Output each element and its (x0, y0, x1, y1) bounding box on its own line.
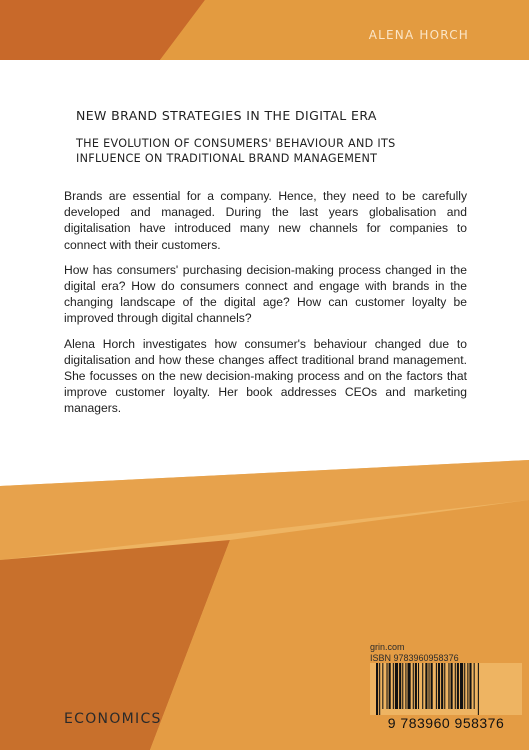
barcode-bar (467, 663, 468, 709)
barcode-bar (408, 663, 411, 709)
barcode-bar (387, 663, 388, 709)
barcode-bar (469, 663, 471, 709)
barcode-bar (444, 663, 445, 709)
subtitle-line: THE EVOLUTION OF CONSUMERS' BEHAVIOUR AND ITS (76, 137, 396, 150)
barcode-bar (457, 663, 459, 709)
category-label: ECONOMICS (64, 711, 162, 727)
barcode-bar (399, 663, 401, 709)
barcode-bar (422, 663, 423, 709)
barcode-bar (438, 663, 440, 709)
barcode-bar (455, 663, 456, 709)
barcode-bar (413, 663, 414, 709)
book-subtitle (76, 136, 476, 166)
publisher-site: grin.com (370, 642, 405, 652)
top-band-light-shape (160, 0, 529, 60)
barcode-bar (393, 663, 394, 709)
isbn-number: ISBN 9783960958376 (370, 653, 459, 663)
subtitle-line: INFLUENCE ON TRADITIONAL BRAND MANAGEMENT (76, 152, 378, 165)
barcode-bar (415, 663, 417, 709)
blurb-text (64, 188, 467, 426)
barcode-bar (389, 663, 391, 709)
blurb-paragraph: How has consumers' purchasing decision-making process changed in the digital era? How do consumers connect and engage with brands in the changing landscape of the digital age? How can customer loyalty be improved through digital channels? (64, 262, 467, 326)
barcode-bar (376, 663, 378, 715)
barcode-bar (448, 663, 449, 709)
barcode-bar (395, 663, 398, 709)
barcode-bar (402, 663, 403, 709)
barcode-bar (441, 663, 443, 709)
barcode-bar (405, 663, 406, 709)
barcode-bar (460, 663, 463, 709)
barcode-bar (451, 663, 453, 709)
blurb-paragraph: Alena Horch investigates how consumer's behaviour changed due to digitalisation and how these changes affect traditional brand management. She focusses on the new decision-making process and on the factors that improve customer loyalty. Her book addresses CEOs and marketing managers. (64, 336, 467, 416)
barcode-bar (382, 663, 383, 709)
author-name: ALENA HORCH (368, 28, 469, 42)
barcode-bar (474, 663, 475, 709)
blurb-paragraph: Brands are essential for a company. Hence, they need to be carefully developed and managed. During the last years globalisation and digitalisation have introduced many new channels for companies to connect with their customers. (64, 189, 467, 252)
barcode-bar (429, 663, 430, 709)
publisher-info (370, 642, 510, 664)
barcode-bar (464, 663, 465, 709)
barcode-bar (425, 663, 427, 709)
barcode-bar (436, 663, 437, 709)
barcode-bar (478, 663, 479, 715)
book-title: NEW BRAND STRATEGIES IN THE DIGITAL ERA (76, 108, 377, 123)
barcode-bar (379, 663, 380, 715)
barcode-bar (431, 663, 433, 709)
barcode-bar (418, 663, 419, 709)
barcode-digits: 9 783960 958376 (387, 715, 505, 731)
